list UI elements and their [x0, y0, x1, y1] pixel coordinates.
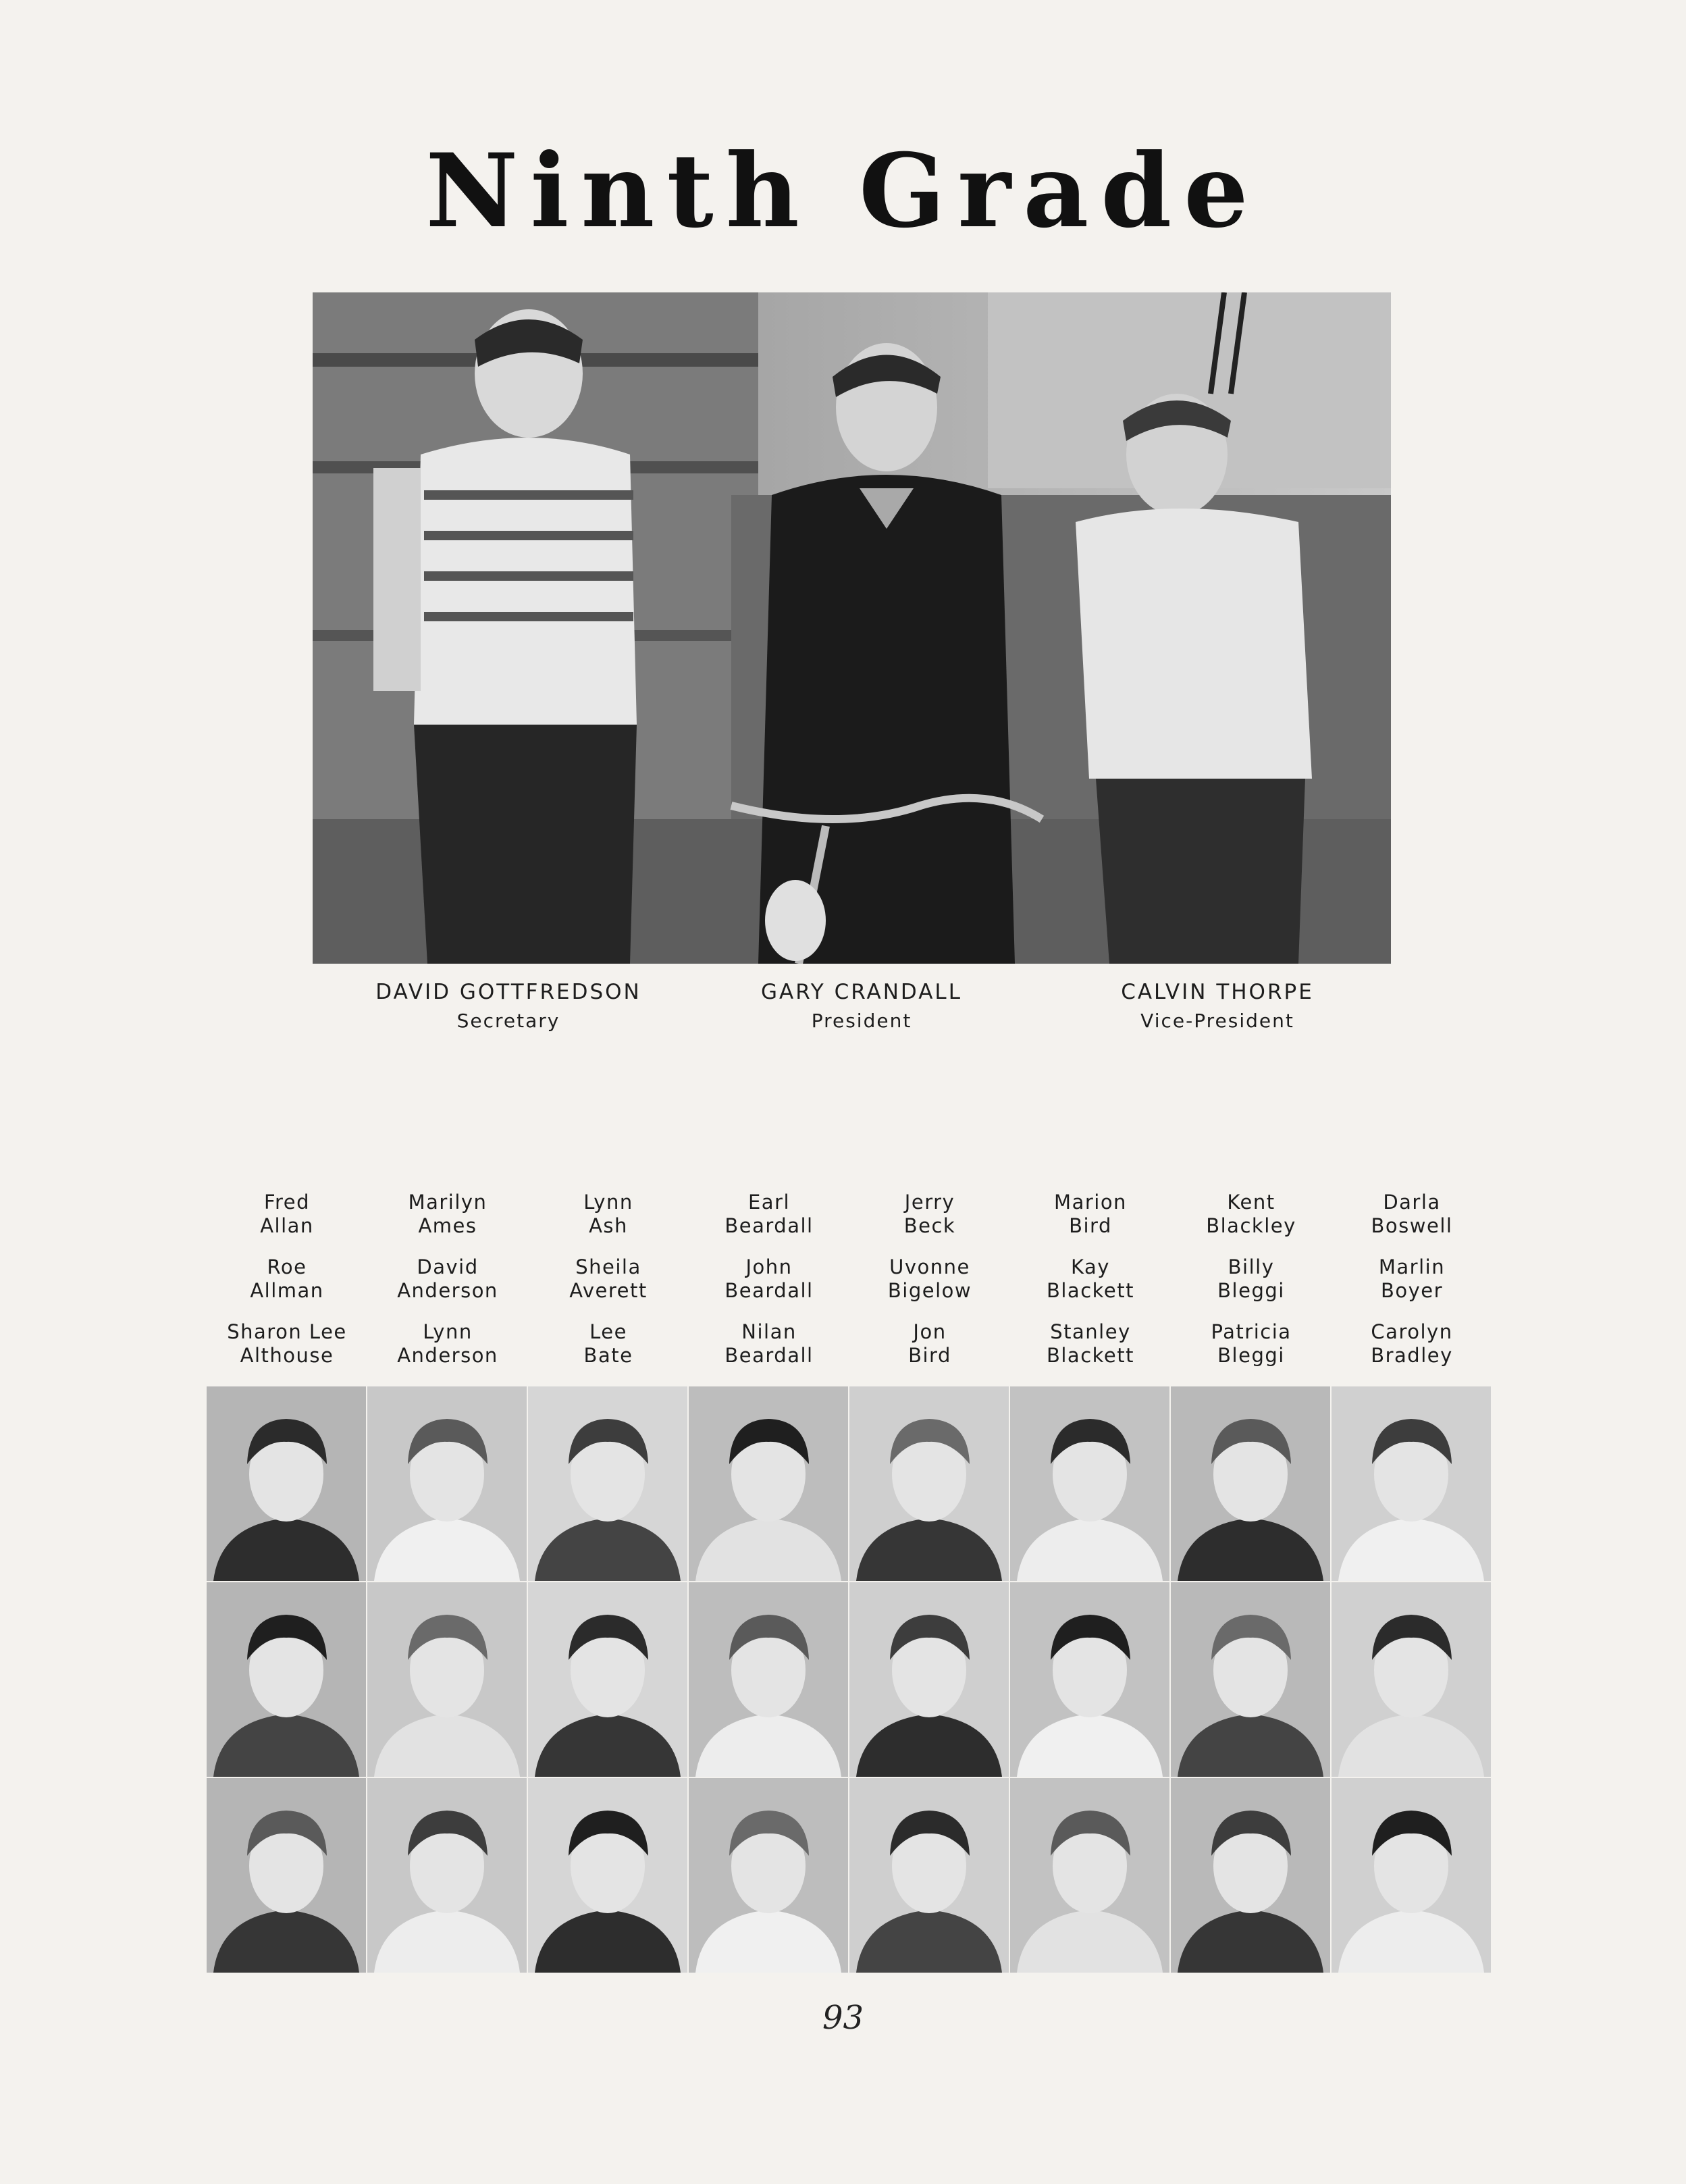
student-portrait — [528, 1386, 687, 1581]
portrait-photo — [689, 1386, 848, 1581]
student-name — [528, 1320, 689, 1385]
portrait-photo — [1332, 1582, 1491, 1777]
last-name: Beardall — [725, 1344, 814, 1367]
student-portrait — [528, 1582, 687, 1777]
first-name: Darla — [1383, 1191, 1441, 1214]
student-portrait — [1171, 1386, 1330, 1581]
portrait-photo — [849, 1386, 1009, 1581]
student-portrait — [1010, 1386, 1169, 1581]
name-column — [528, 1191, 689, 1385]
portrait-photo — [1171, 1778, 1330, 1973]
last-name: Boswell — [1371, 1214, 1453, 1237]
student-portrait-grid — [207, 1386, 1496, 1974]
officer-role: President — [811, 1010, 912, 1032]
officer-name: DAVID GOTTFREDSON — [375, 980, 641, 1004]
portrait-photo — [1171, 1386, 1330, 1581]
student-portrait — [1010, 1778, 1169, 1973]
officer-vice-president — [1008, 978, 1427, 1035]
student-name — [689, 1191, 849, 1255]
first-name: Lynn — [423, 1320, 473, 1343]
portrait-photo — [1010, 1582, 1169, 1777]
student-portrait — [849, 1582, 1009, 1777]
student-name — [367, 1255, 528, 1320]
portrait-photo — [849, 1778, 1009, 1973]
last-name: Allan — [260, 1214, 314, 1237]
student-portrait — [367, 1778, 527, 1973]
student-portrait — [849, 1386, 1009, 1581]
student-portrait — [689, 1386, 848, 1581]
name-column — [1332, 1191, 1492, 1385]
portrait-photo — [367, 1386, 527, 1581]
student-portrait — [367, 1386, 527, 1581]
officer-name: CALVIN THORPE — [1121, 980, 1314, 1004]
portrait-photo — [1332, 1778, 1491, 1973]
student-portrait — [207, 1778, 366, 1973]
student-name — [528, 1255, 689, 1320]
officer-role: Secretary — [456, 1010, 560, 1032]
name-column — [1010, 1191, 1171, 1385]
student-portrait — [1171, 1778, 1330, 1973]
portrait-photo — [1010, 1386, 1169, 1581]
page-number: 93 — [822, 1999, 864, 2037]
student-name — [1332, 1255, 1492, 1320]
student-name — [1010, 1255, 1171, 1320]
first-name: Billy — [1228, 1255, 1275, 1278]
student-portrait — [1010, 1582, 1169, 1777]
student-portrait — [1171, 1582, 1330, 1777]
student-name — [1332, 1320, 1492, 1385]
name-column — [689, 1191, 849, 1385]
student-portrait — [528, 1778, 687, 1973]
first-name: Uvonne — [889, 1255, 970, 1278]
student-name — [1332, 1191, 1492, 1255]
student-name — [1010, 1191, 1171, 1255]
last-name: Bird — [1069, 1214, 1112, 1237]
last-name: Ash — [589, 1214, 628, 1237]
last-name: Blackley — [1206, 1214, 1296, 1237]
first-name: Earl — [747, 1191, 791, 1214]
first-name: Sheila — [575, 1255, 641, 1278]
student-name — [207, 1191, 367, 1255]
portrait-photo — [528, 1778, 687, 1973]
last-name: Bird — [908, 1344, 951, 1367]
first-name: Stanley — [1050, 1320, 1131, 1343]
first-name: Lynn — [583, 1191, 633, 1214]
student-name — [849, 1255, 1010, 1320]
first-name: Kay — [1071, 1255, 1110, 1278]
portrait-photo — [207, 1778, 366, 1973]
first-name: Patricia — [1211, 1320, 1292, 1343]
first-name: David — [417, 1255, 479, 1278]
student-portrait — [1332, 1386, 1491, 1581]
student-name — [1171, 1255, 1332, 1320]
portrait-photo — [367, 1778, 527, 1973]
student-name — [367, 1191, 528, 1255]
portrait-photo — [689, 1778, 848, 1973]
last-name: Beck — [903, 1214, 956, 1237]
portrait-photo — [207, 1582, 366, 1777]
name-column — [367, 1191, 528, 1385]
first-name: Marilyn — [408, 1191, 488, 1214]
student-portrait — [1332, 1778, 1491, 1973]
student-name — [367, 1320, 528, 1385]
portrait-photo — [1010, 1778, 1169, 1973]
student-portrait — [207, 1386, 366, 1581]
first-name: Marion — [1054, 1191, 1127, 1214]
officer-role: Vice-President — [1140, 1010, 1294, 1032]
student-portrait — [207, 1582, 366, 1777]
first-name: John — [745, 1255, 793, 1278]
name-column — [207, 1191, 367, 1385]
last-name: Bigelow — [887, 1279, 972, 1302]
last-name: Bleggi — [1217, 1344, 1285, 1367]
first-name: Jerry — [904, 1191, 955, 1214]
officer-name: GARY CRANDALL — [761, 980, 962, 1004]
student-name — [849, 1191, 1010, 1255]
last-name: Anderson — [397, 1279, 498, 1302]
portrait-photo — [207, 1386, 366, 1581]
student-name — [207, 1320, 367, 1385]
student-portrait — [367, 1582, 527, 1777]
last-name: Beardall — [725, 1279, 814, 1302]
student-name — [689, 1255, 849, 1320]
first-name: Sharon Lee — [227, 1320, 347, 1343]
last-name: Beardall — [725, 1214, 814, 1237]
student-name — [1171, 1191, 1332, 1255]
first-name: Jon — [913, 1320, 947, 1343]
first-name: Marlin — [1378, 1255, 1446, 1278]
page-title: Ninth Grade — [425, 132, 1261, 251]
first-name: Kent — [1227, 1191, 1275, 1214]
student-name-list — [207, 1191, 1496, 1380]
student-name — [1171, 1320, 1332, 1385]
student-name — [528, 1191, 689, 1255]
last-name: Althouse — [240, 1344, 334, 1367]
student-name — [1010, 1320, 1171, 1385]
first-name: Roe — [267, 1255, 307, 1278]
name-column — [849, 1191, 1010, 1385]
first-name: Lee — [589, 1320, 627, 1343]
name-column — [1171, 1191, 1332, 1385]
last-name: Bate — [583, 1344, 633, 1367]
portrait-photo — [367, 1582, 527, 1777]
first-name: Nilan — [741, 1320, 797, 1343]
officers-group-photo — [313, 292, 1391, 964]
first-name: Carolyn — [1371, 1320, 1453, 1343]
officers-photo-illustration — [313, 292, 1391, 964]
portrait-photo — [528, 1582, 687, 1777]
student-portrait — [1332, 1582, 1491, 1777]
last-name: Blackett — [1046, 1344, 1134, 1367]
last-name: Bradley — [1371, 1344, 1453, 1367]
portrait-photo — [528, 1386, 687, 1581]
portrait-photo — [1171, 1582, 1330, 1777]
last-name: Anderson — [397, 1344, 498, 1367]
student-portrait — [689, 1582, 848, 1777]
last-name: Allman — [250, 1279, 324, 1302]
student-name — [849, 1320, 1010, 1385]
last-name: Ames — [418, 1214, 477, 1237]
student-portrait — [849, 1778, 1009, 1973]
last-name: Averett — [569, 1279, 648, 1302]
student-name — [689, 1320, 849, 1385]
last-name: Blackett — [1046, 1279, 1134, 1302]
first-name: Fred — [263, 1191, 311, 1214]
portrait-photo — [1332, 1386, 1491, 1581]
last-name: Boyer — [1380, 1279, 1444, 1302]
student-portrait — [689, 1778, 848, 1973]
portrait-photo — [849, 1582, 1009, 1777]
portrait-photo — [689, 1582, 848, 1777]
student-name — [207, 1255, 367, 1320]
last-name: Bleggi — [1217, 1279, 1285, 1302]
